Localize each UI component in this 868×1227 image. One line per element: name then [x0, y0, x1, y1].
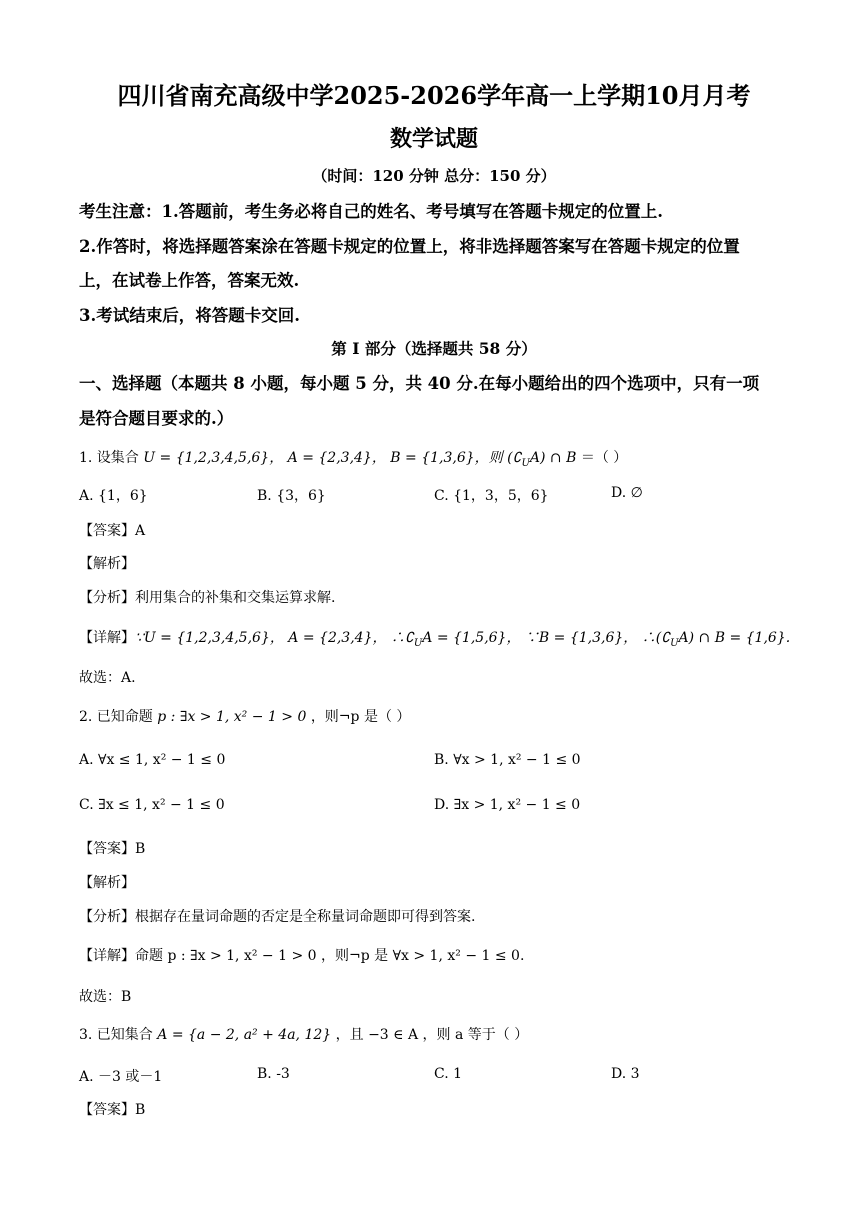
q2-answer: 【答案】B [79, 841, 146, 857]
q3-option-a: A. －3 或－1 [79, 1069, 163, 1085]
q1-answer: 【答案】A [79, 523, 146, 539]
q2-detail: 【详解】命题 p : ∃x > 1, x² − 1 > 0 ，则¬p 是 ∀x > 1, x² − 1 ≤ 0. [79, 948, 525, 964]
q2-choice: 故选：B [79, 989, 132, 1005]
q1-option-c: C. {1，3，5，6} [434, 488, 549, 504]
q1-fenxi: 【分析】利用集合的补集和交集运算求解. [79, 590, 336, 606]
q3-stem-prefix: 3. 已知集合 [79, 1027, 153, 1043]
q1-detail-math: ∵U = {1,2,3,4,5,6}， A = {2,3,4}， ∴∁ [135, 630, 414, 646]
q3-stem-suffix: ，且 −3 ∈ A ，则 a 等于（ ） [335, 1027, 529, 1043]
q3-option-b: B. -3 [257, 1066, 290, 1082]
section-heading-line-2: 是符合题目要求的.） [79, 409, 234, 428]
q1-stem-suffix: ＝（ ） [580, 450, 628, 466]
q1-stem-math: U = {1,2,3,4,5,6}， A = {2,3,4}， B = {1,3,6}，则 (∁ [143, 450, 522, 466]
q1-detail [79, 627, 790, 649]
q2-stem-math: p : ∃x > 1, x² − 1 > 0 [157, 709, 307, 725]
q2-analysis-label: 【解析】 [79, 875, 135, 891]
q2-stem-suffix: ，则¬p 是（ ） [310, 709, 411, 725]
notice-line-4: 3.考试结束后，将答题卡交回. [79, 306, 300, 325]
q1-detail-sub: U [413, 637, 423, 649]
q3-option-c: C. 1 [434, 1066, 463, 1082]
page-title: 四川省南充高级中学2025-2026学年高一上学期10月月考 [117, 81, 751, 110]
q1-stem-prefix: 1. 设集合 [79, 450, 139, 466]
question-3-stem [79, 1024, 528, 1044]
q2-fenxi: 【分析】根据存在量词命题的否定是全称量词命题即可得到答案. [79, 909, 476, 925]
q1-detail-math2: A = {1,5,6}， ∵B = {1,3,6}， ∴(∁ [422, 630, 671, 646]
q3-option-d: D. 3 [611, 1066, 640, 1082]
question-2-stem [79, 706, 410, 726]
notice-line-3: 上，在试卷上作答，答案无效. [79, 271, 300, 290]
q1-option-d: D. ∅ [611, 485, 643, 501]
page-subtitle: 数学试题 [389, 126, 478, 152]
q3-answer: 【答案】B [79, 1102, 146, 1118]
q2-stem-prefix: 2. 已知命题 [79, 709, 153, 725]
q1-detail-sub-2: U [670, 637, 679, 649]
q1-analysis-label: 【解析】 [79, 556, 135, 572]
question-1-stem [79, 447, 627, 469]
q1-detail-prefix: 【详解】 [79, 630, 135, 646]
q2-option-a: A. ∀x ≤ 1, x² − 1 ≤ 0 [79, 752, 226, 768]
q1-option-a: A. {1，6} [79, 488, 148, 504]
q1-stem-sub: U [521, 457, 530, 469]
q1-stem-math2: A) ∩ B [529, 450, 577, 466]
notice-line-1: 考生注意：1.答题前，考生务必将自己的姓名、考号填写在答题卡规定的位置上. [79, 202, 663, 221]
q2-option-c: C. ∃x ≤ 1, x² − 1 ≤ 0 [79, 797, 225, 813]
q1-detail-math3: A) ∩ B = {1,6}. [678, 630, 791, 646]
part-heading: 第 I 部分（选择题共 58 分） [331, 339, 537, 358]
section-heading-line-1: 一、选择题（本题共 8 小题，每小题 5 分，共 40 分.在每小题给出的四个选项中，只有一项 [79, 374, 760, 393]
q2-option-d: D. ∃x > 1, x² − 1 ≤ 0 [434, 797, 581, 813]
q3-stem-math: A = {a − 2, a² + 4a, 12} [157, 1027, 332, 1043]
notice-line-2: 2.作答时，将选择题答案涂在答题卡规定的位置上，将非选择题答案写在答题卡规定的位置 [79, 237, 740, 256]
q1-option-b: B. {3，6} [257, 488, 326, 504]
q1-choice: 故选：A. [79, 670, 136, 686]
q2-option-b: B. ∀x > 1, x² − 1 ≤ 0 [434, 752, 581, 768]
exam-meta: （时间：120 分钟 总分：150 分） [312, 167, 556, 185]
